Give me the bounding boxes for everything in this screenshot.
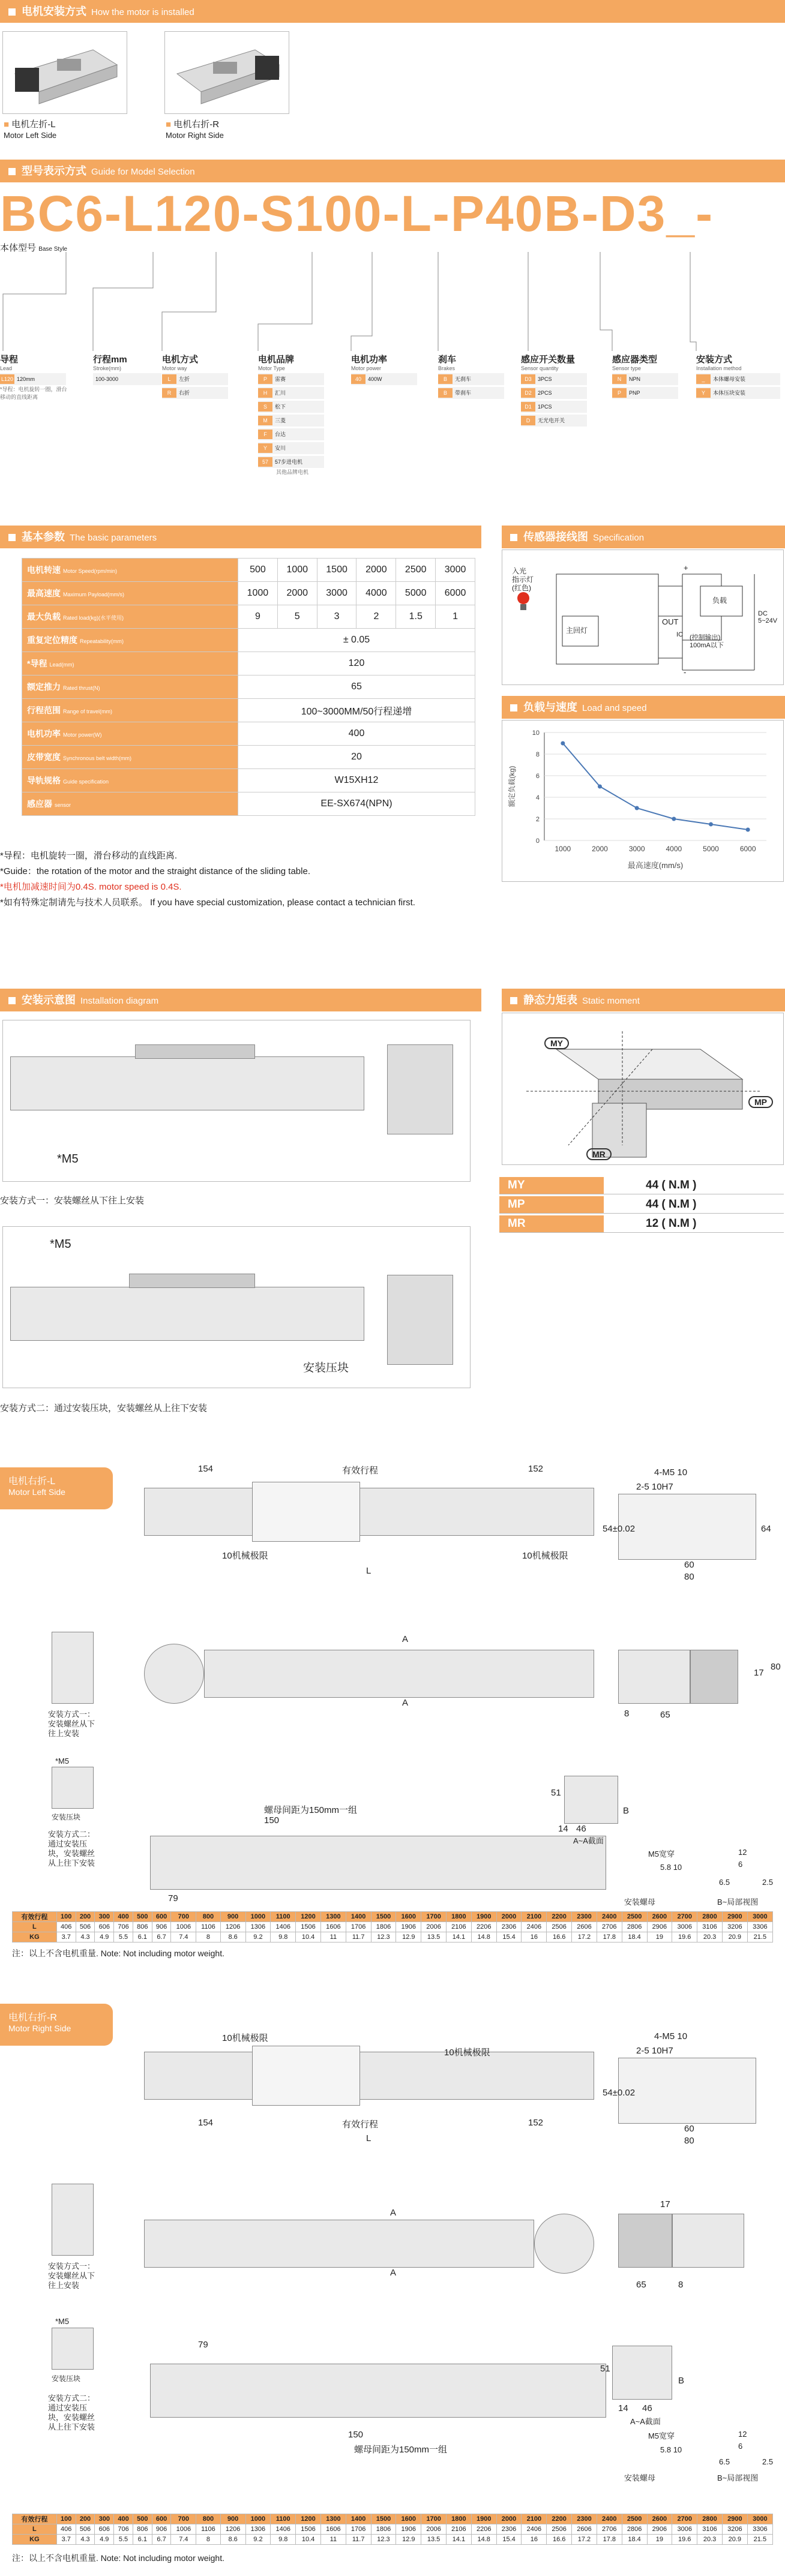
table-cell: 14.1	[447, 1932, 472, 1942]
table-cell: 606	[95, 2524, 114, 2535]
motor-left-label: ■ 电机左折-L Motor Left Side	[4, 119, 57, 140]
left-m5-label: *M5	[55, 1757, 70, 1766]
table-cell: 2600	[647, 2514, 672, 2524]
table-cell: 13.5	[421, 1932, 447, 1942]
table-cell: 2500	[622, 2514, 647, 2524]
table-cell: 11.7	[346, 1932, 371, 1942]
table-cell: 8	[196, 1932, 220, 1942]
table-cell: 6.7	[152, 2535, 171, 2545]
table-cell: 2000	[496, 2514, 522, 2524]
option-install-method: 安装方式 Installation method _ 本体螺母安装 Y 本体压块安装	[696, 353, 780, 399]
drawing-left-middle: A A 17 80 8 65	[144, 1614, 780, 1722]
table-cell: 12.9	[396, 2535, 421, 2545]
table-cell: 2906	[647, 2524, 672, 2535]
table-cell: 1500	[371, 1912, 396, 1922]
table-cell: 2900	[722, 1912, 747, 1922]
table-cell: 3.7	[56, 1932, 76, 1942]
stroke-table-note-left: 注：以上不含电机重量. Note: Not including motor weight.	[12, 1948, 224, 1958]
table-cell: 11.7	[346, 2535, 371, 2545]
table-row: 导轨规格 Guide specification W15XH12	[22, 769, 475, 792]
table-cell: 800	[196, 1912, 220, 1922]
y-tick-label: 6	[535, 773, 540, 780]
table-cell: 1100	[271, 1912, 296, 1922]
table-cell: 1506	[296, 2524, 321, 2535]
table-cell: 1200	[296, 2514, 321, 2524]
drawing-left-top: 154 有效行程 152 10机械极限 10机械极限 L 4-M5 10 2-5 10H7 54±0.02 64 60 80	[144, 1464, 780, 1584]
table-cell: 906	[152, 1922, 171, 1932]
table-cell: 2300	[572, 1912, 597, 1922]
table-cell: 17.2	[572, 1932, 597, 1942]
data-point	[561, 741, 565, 746]
table-cell: 3106	[697, 1922, 723, 1932]
table-cell: 1600	[396, 1912, 421, 1922]
table-cell: 2900	[722, 2514, 747, 2524]
load-speed-chart	[502, 720, 784, 882]
table-cell: 1400	[346, 1912, 371, 1922]
table-cell: 2806	[622, 2524, 647, 2535]
table-row: 行程范围 Range of travel(mm) 100~3000MM/50行程递增	[22, 699, 475, 722]
table-cell: 1306	[245, 1922, 271, 1932]
table-cell: 1606	[320, 2524, 346, 2535]
wiring-diagram: 入光 指示灯 (红色) 主回灯 负载 OUT IC DC 5~24V (控制输出) 100mA以下 + -	[502, 550, 784, 685]
table-cell: 900	[220, 2514, 245, 2524]
section-header-static-moment: 静态力矩表 Static moment	[502, 989, 785, 1011]
section-header-mount: 电机安装方式 How the motor is installed	[0, 0, 785, 23]
table-cell: 20.3	[697, 2535, 723, 2545]
table-cell: 12.3	[371, 2535, 396, 2545]
table-cell: 406	[56, 1922, 76, 1932]
table-row	[13, 2514, 773, 2524]
square-icon	[8, 8, 16, 16]
side-tag-right: 电机右折-R Motor Right Side	[0, 2004, 113, 2046]
model-code: BC6-L120-S100-L-P40B-D3_-	[0, 185, 714, 242]
table-cell: 2100	[522, 2514, 547, 2524]
table-cell: 300	[95, 2514, 114, 2524]
table-cell: 19	[647, 2535, 672, 2545]
table-cell: KG	[13, 1932, 57, 1942]
section-header-wiring: 传感器接线图 Specification	[502, 526, 785, 548]
table-row: 电机转速 Motor Speed(rpm/min) 500 1000 1500 2000 2500 3000	[22, 559, 475, 582]
moment-row: MR 12 ( N.M )	[499, 1215, 784, 1233]
table-cell: 19	[647, 1932, 672, 1942]
table-cell: 1806	[371, 1922, 396, 1932]
motor-right-label: ■ 电机右折-R Motor Right Side	[166, 119, 224, 140]
table-cell: 400	[114, 1912, 133, 1922]
table-cell: 16.6	[547, 2535, 572, 2545]
chart-svg	[502, 720, 782, 880]
left-method2-text: 安装方式二：通过安装压块，安装螺丝从上往下安装	[48, 1830, 95, 1868]
table-cell: 1200	[296, 1912, 321, 1922]
table-cell: 1706	[346, 2524, 371, 2535]
table-cell: L	[13, 1922, 57, 1932]
table-cell: 13.5	[421, 2535, 447, 2545]
table-cell: 100	[56, 1912, 76, 1922]
install-method-1: 安装方式一：安装螺丝从下往上安装	[0, 1196, 145, 1206]
table-cell: 7.4	[171, 1932, 196, 1942]
x-tick-label: 6000	[739, 845, 756, 853]
stroke-table-left	[12, 1911, 773, 1942]
left-method2-thumb	[52, 1767, 94, 1809]
table-cell: 15.4	[496, 2535, 522, 2545]
table-cell: 506	[76, 2524, 95, 2535]
table-cell: 600	[152, 1912, 171, 1922]
section-header-params: 基本参数 The basic parameters	[0, 526, 481, 548]
drawing-right-bottom: 79 150 螺母间距为150mm一组 51 14 46 B A~A截面 M5宽穿 5.8 10 安装螺母 12 6 6.5 2.5 B~局部视图	[144, 2328, 780, 2484]
table-cell: 6.7	[152, 1932, 171, 1942]
table-cell: 16	[522, 1932, 547, 1942]
table-cell: 20.3	[697, 1932, 723, 1942]
table-row: 皮带宽度 Synchronous belt width(mm) 20	[22, 746, 475, 769]
table-cell: 20.9	[722, 2535, 747, 2545]
model-connector-lines	[0, 240, 785, 354]
table-cell: 1700	[421, 2514, 447, 2524]
table-cell: 2806	[622, 1922, 647, 1932]
side-tag-left: 电机右折-L Motor Left Side	[0, 1467, 113, 1509]
table-row: 最大负载 Rated load(kg)(水平使用) 9 5 3 2 1.5 1	[22, 605, 475, 629]
table-cell: 2006	[421, 1922, 447, 1932]
left-method1-thumb	[52, 1632, 94, 1704]
table-cell: 3106	[697, 2524, 723, 2535]
table-cell: 906	[152, 2524, 171, 2535]
table-cell: 3.7	[56, 2535, 76, 2545]
table-cell: 8.6	[220, 1932, 245, 1942]
table-cell: 2106	[447, 1922, 472, 1932]
table-cell: 10.4	[296, 1932, 321, 1942]
table-cell: 12.3	[371, 1932, 396, 1942]
table-cell: 1000	[245, 2514, 271, 2524]
table-cell: 2000	[496, 1912, 522, 1922]
table-cell: 14.8	[471, 1932, 496, 1942]
table-cell: 2106	[447, 2524, 472, 2535]
table-cell: 806	[133, 2524, 152, 2535]
table-cell: 4.9	[95, 2535, 114, 2545]
table-cell: 1800	[447, 2514, 472, 2524]
table-cell: 5.5	[114, 2535, 133, 2545]
table-cell: 1106	[196, 2524, 220, 2535]
table-cell: 1006	[171, 2524, 196, 2535]
table-cell: 2600	[647, 1912, 672, 1922]
table-cell: 2606	[572, 1922, 597, 1932]
motor-left-image	[2, 31, 127, 114]
table-cell: 1100	[271, 2514, 296, 2524]
table-cell: 1000	[245, 1912, 271, 1922]
table-cell: 700	[171, 1912, 196, 1922]
table-cell: 1700	[421, 1912, 447, 1922]
table-cell: 9.2	[245, 1932, 271, 1942]
section-header-model: 型号表示方式 Guide for Model Selection	[0, 160, 785, 182]
right-method2-thumb	[52, 2328, 94, 2370]
option-stroke: 行程mm Stroke(mm) 100-3000	[93, 353, 159, 385]
table-cell: 1900	[471, 1912, 496, 1922]
table-cell: 2606	[572, 2524, 597, 2535]
x-tick-label: 4000	[666, 845, 682, 853]
x-axis-label: 最高速度(mm/s)	[627, 861, 684, 870]
table-cell: 1306	[245, 2524, 271, 2535]
table-cell: 706	[114, 1922, 133, 1932]
table-cell: 20.9	[722, 1932, 747, 1942]
table-cell: 1806	[371, 2524, 396, 2535]
table-cell: 2406	[522, 1922, 547, 1932]
option-lead: 导程 Lead L120 120mm *导程：电机旋转一圈，滑台移动的直线距离	[0, 355, 67, 400]
table-cell: 1800	[447, 1912, 472, 1922]
right-method1-text: 安装方式一：安装螺丝从下往上安装	[48, 2262, 95, 2290]
square-icon	[8, 534, 16, 541]
section-header-load-speed: 负载与速度 Load and speed	[502, 696, 785, 719]
table-cell: 1506	[296, 1922, 321, 1932]
table-cell: 2500	[622, 1912, 647, 1922]
y-tick-label: 2	[535, 816, 540, 823]
option-sensor-type: 感应器类型 Sensor type N NPN P PNP	[612, 353, 684, 399]
table-cell: 2300	[572, 2514, 597, 2524]
table-cell: 19.6	[672, 1932, 697, 1942]
option-power: 电机功率 Motor power 40 400W	[351, 353, 423, 385]
table-cell: 3006	[672, 1922, 697, 1932]
table-cell: 1006	[171, 1922, 196, 1932]
left-method1-text: 安装方式一：安装螺丝从下往上安装	[48, 1710, 95, 1738]
table-row	[13, 1922, 773, 1932]
table-cell: 2506	[547, 1922, 572, 1932]
table-cell: 2506	[547, 2524, 572, 2535]
x-tick-label: 2000	[592, 845, 608, 853]
table-cell: 1206	[220, 1922, 245, 1932]
table-cell: 6.1	[133, 2535, 152, 2545]
table-cell: 17.8	[597, 1932, 622, 1942]
table-cell: 2406	[522, 2524, 547, 2535]
table-cell: 2200	[547, 2514, 572, 2524]
table-cell: 11	[320, 2535, 346, 2545]
x-tick-label: 5000	[703, 845, 719, 853]
table-cell: 3000	[747, 2514, 772, 2524]
table-cell: 3206	[722, 1922, 747, 1932]
table-cell: L	[13, 2524, 57, 2535]
table-cell: 1406	[271, 2524, 296, 2535]
install-diagram-2: *M5 安装压块	[2, 1226, 471, 1388]
table-cell: 2400	[597, 1912, 622, 1922]
table-cell: 9.2	[245, 2535, 271, 2545]
table-cell: 2006	[421, 2524, 447, 2535]
table-cell: 606	[95, 1922, 114, 1932]
data-point	[746, 828, 750, 832]
data-point	[709, 822, 713, 827]
moment-row: MY 44 ( N.M )	[499, 1177, 784, 1194]
series-line	[563, 743, 748, 830]
table-cell: 4.3	[76, 2535, 95, 2545]
table-cell: 1206	[220, 2524, 245, 2535]
table-cell: 18.4	[622, 2535, 647, 2545]
table-cell: 700	[171, 2514, 196, 2524]
table-cell: 14.1	[447, 2535, 472, 2545]
drawing-right-top: 10机械极限 10机械极限 154 有效行程 152 L 4-M5 10 2-5 10H7 54±0.02 60 80	[144, 2028, 780, 2148]
table-cell: 2306	[496, 1922, 522, 1932]
table-cell: 12.9	[396, 1932, 421, 1942]
table-cell: 16	[522, 2535, 547, 2545]
table-cell: 3306	[747, 1922, 772, 1932]
table-cell: 200	[76, 2514, 95, 2524]
table-row: 最高速度 Maximum Payload(mm/s) 1000 2000 3000 4000 5000 6000	[22, 582, 475, 605]
drawing-left-bottom: 螺母间距为150mm一组 150 79 51 14 46 B A~A截面 M5宽穿 5.8 10 安装螺母 12 6 6.5 2.5 B~局部视图	[144, 1758, 780, 1908]
table-cell: 21.5	[747, 2535, 772, 2545]
table-cell: 1900	[471, 2514, 496, 2524]
square-icon	[8, 997, 16, 1004]
table-cell: 1300	[320, 1912, 346, 1922]
table-row: 感应器 sensor EE-SX674(NPN)	[22, 792, 475, 816]
table-cell: 1406	[271, 1922, 296, 1932]
table-cell: 有效行程	[13, 1912, 57, 1922]
table-cell: 1906	[396, 2524, 421, 2535]
table-row	[13, 1932, 773, 1942]
y-tick-label: 8	[535, 751, 540, 758]
table-cell: 16.6	[547, 1932, 572, 1942]
table-cell: 21.5	[747, 1932, 772, 1942]
table-row: 重复定位精度 Repeatability(mm) ± 0.05	[22, 629, 475, 652]
table-cell: 10.4	[296, 2535, 321, 2545]
table-cell: 19.6	[672, 2535, 697, 2545]
table-cell: 506	[76, 1922, 95, 1932]
table-cell: 800	[196, 2514, 220, 2524]
table-cell: 2700	[672, 2514, 697, 2524]
option-brakes: 刹车 Brakes B 无刹车 B 带刹车	[438, 353, 510, 399]
table-cell: 17.8	[597, 2535, 622, 2545]
table-cell: 9.8	[271, 2535, 296, 2545]
table-cell: 500	[133, 2514, 152, 2524]
table-row: 电机功率 Motor power(W) 400	[22, 722, 475, 746]
table-cell: 2400	[597, 2514, 622, 2524]
table-cell: 2306	[496, 2524, 522, 2535]
stroke-table-right	[12, 2514, 773, 2545]
square-icon	[510, 704, 517, 711]
table-cell: 6.1	[133, 1932, 152, 1942]
data-point	[598, 785, 602, 789]
table-cell: 1500	[371, 2514, 396, 2524]
table-row	[13, 1912, 773, 1922]
table-cell: 1600	[396, 2514, 421, 2524]
table-cell: 4.9	[95, 1932, 114, 1942]
table-cell: 406	[56, 2524, 76, 2535]
table-row	[13, 2535, 773, 2545]
option-sensor-qty: 感应开关数量 Sensor quantity D3 3PCS D2 2PCS D1 1PCS D 无光电开关	[521, 353, 593, 427]
table-cell: 300	[95, 1912, 114, 1922]
option-motor-type: 电机品牌 Motor Type P 雷赛 H 汇川 S 松下 M 三菱 F 台达 Y 安川 57 57步进电机 其他品牌电机	[258, 353, 330, 476]
table-cell: 1706	[346, 1922, 371, 1932]
table-cell: 2906	[647, 1922, 672, 1932]
table-cell: 200	[76, 1912, 95, 1922]
square-icon	[8, 168, 16, 175]
table-cell: 15.4	[496, 1932, 522, 1942]
table-cell: 17.2	[572, 2535, 597, 2545]
motor-right-image	[164, 31, 289, 114]
section-header-install: 安装示意图 Installation diagram	[0, 989, 481, 1011]
table-cell: 有效行程	[13, 2514, 57, 2524]
table-cell: 8.6	[220, 2535, 245, 2545]
y-axis-label: 额定负载(kg)	[508, 765, 516, 807]
data-point	[635, 806, 639, 810]
left-method2-label: 安装压块	[52, 1813, 81, 1821]
table-cell: 3306	[747, 2524, 772, 2535]
params-table	[22, 558, 475, 816]
table-row: *导程 Lead(mm) 120	[22, 652, 475, 675]
table-cell: 706	[114, 2524, 133, 2535]
table-cell: 600	[152, 2514, 171, 2524]
table-cell: 11	[320, 1932, 346, 1942]
table-row	[13, 2524, 773, 2535]
table-cell: 5.5	[114, 1932, 133, 1942]
right-method2-text: 安装方式二：通过安装压块，安装螺丝从上往下安装	[48, 2394, 95, 2431]
table-cell: 2700	[672, 1912, 697, 1922]
y-tick-label: 0	[535, 837, 540, 845]
table-cell: 2800	[697, 1912, 723, 1922]
table-cell: KG	[13, 2535, 57, 2545]
static-moment-figure: MY MP MR	[502, 1013, 784, 1165]
stroke-table-note-right: 注：以上不含电机重量. Note: Not including motor weight.	[12, 2553, 224, 2563]
right-method2-label: 安装压块	[52, 2374, 81, 2383]
table-cell: 2200	[547, 1912, 572, 1922]
option-motor-way: 电机方式 Motor way L 左折 R 右折	[162, 353, 234, 399]
table-cell: 7.4	[171, 2535, 196, 2545]
table-cell: 3206	[722, 2524, 747, 2535]
base-style-label: 本体型号 Base Style	[0, 243, 67, 253]
data-point	[672, 817, 676, 821]
table-cell: 14.8	[471, 2535, 496, 2545]
table-cell: 3000	[747, 1912, 772, 1922]
right-m5-label: *M5	[55, 2317, 70, 2326]
table-cell: 4.3	[76, 1932, 95, 1942]
table-cell: 8	[196, 2535, 220, 2545]
table-row: 额定推力 Rated thrust(N) 65	[22, 675, 475, 699]
install-diagram-1: *M5	[2, 1020, 471, 1182]
install-method-2: 安装方式二：通过安装压块，安装螺丝从上往下安装	[0, 1403, 208, 1413]
table-cell: 1400	[346, 2514, 371, 2524]
table-cell: 2800	[697, 2514, 723, 2524]
table-cell: 1906	[396, 1922, 421, 1932]
table-cell: 2206	[471, 1922, 496, 1932]
table-cell: 2206	[471, 2524, 496, 2535]
params-notes: *导程：电机旋转一圈，滑台移动的直线距离. *Guide：the rotation of the motor and the straight distance of the sliding table. *电机加减速时间为0.4S. motor speed is 0.4S. *如有特殊定制请先与技术人员联系。 If you have special customization, please contact a technician first.	[0, 851, 415, 908]
square-icon	[510, 997, 517, 1004]
x-tick-label: 1000	[555, 845, 571, 853]
right-method1-thumb	[52, 2184, 94, 2256]
y-tick-label: 4	[535, 794, 540, 801]
table-cell: 9.8	[271, 1932, 296, 1942]
y-tick-label: 10	[532, 729, 540, 737]
moment-row: MP 44 ( N.M )	[499, 1196, 784, 1214]
table-cell: 1300	[320, 2514, 346, 2524]
table-cell: 1106	[196, 1922, 220, 1932]
table-cell: 500	[133, 1912, 152, 1922]
table-cell: 100	[56, 2514, 76, 2524]
table-cell: 3006	[672, 2524, 697, 2535]
table-cell: 1606	[320, 1922, 346, 1932]
drawing-right-middle: A A 17 65 8	[144, 2196, 780, 2304]
table-cell: 2706	[597, 1922, 622, 1932]
square-icon	[510, 534, 517, 541]
table-cell: 18.4	[622, 1932, 647, 1942]
table-cell: 2706	[597, 2524, 622, 2535]
x-tick-label: 3000	[628, 845, 645, 853]
table-cell: 806	[133, 1922, 152, 1932]
table-cell: 2100	[522, 1912, 547, 1922]
table-cell: 400	[114, 2514, 133, 2524]
table-cell: 900	[220, 1912, 245, 1922]
